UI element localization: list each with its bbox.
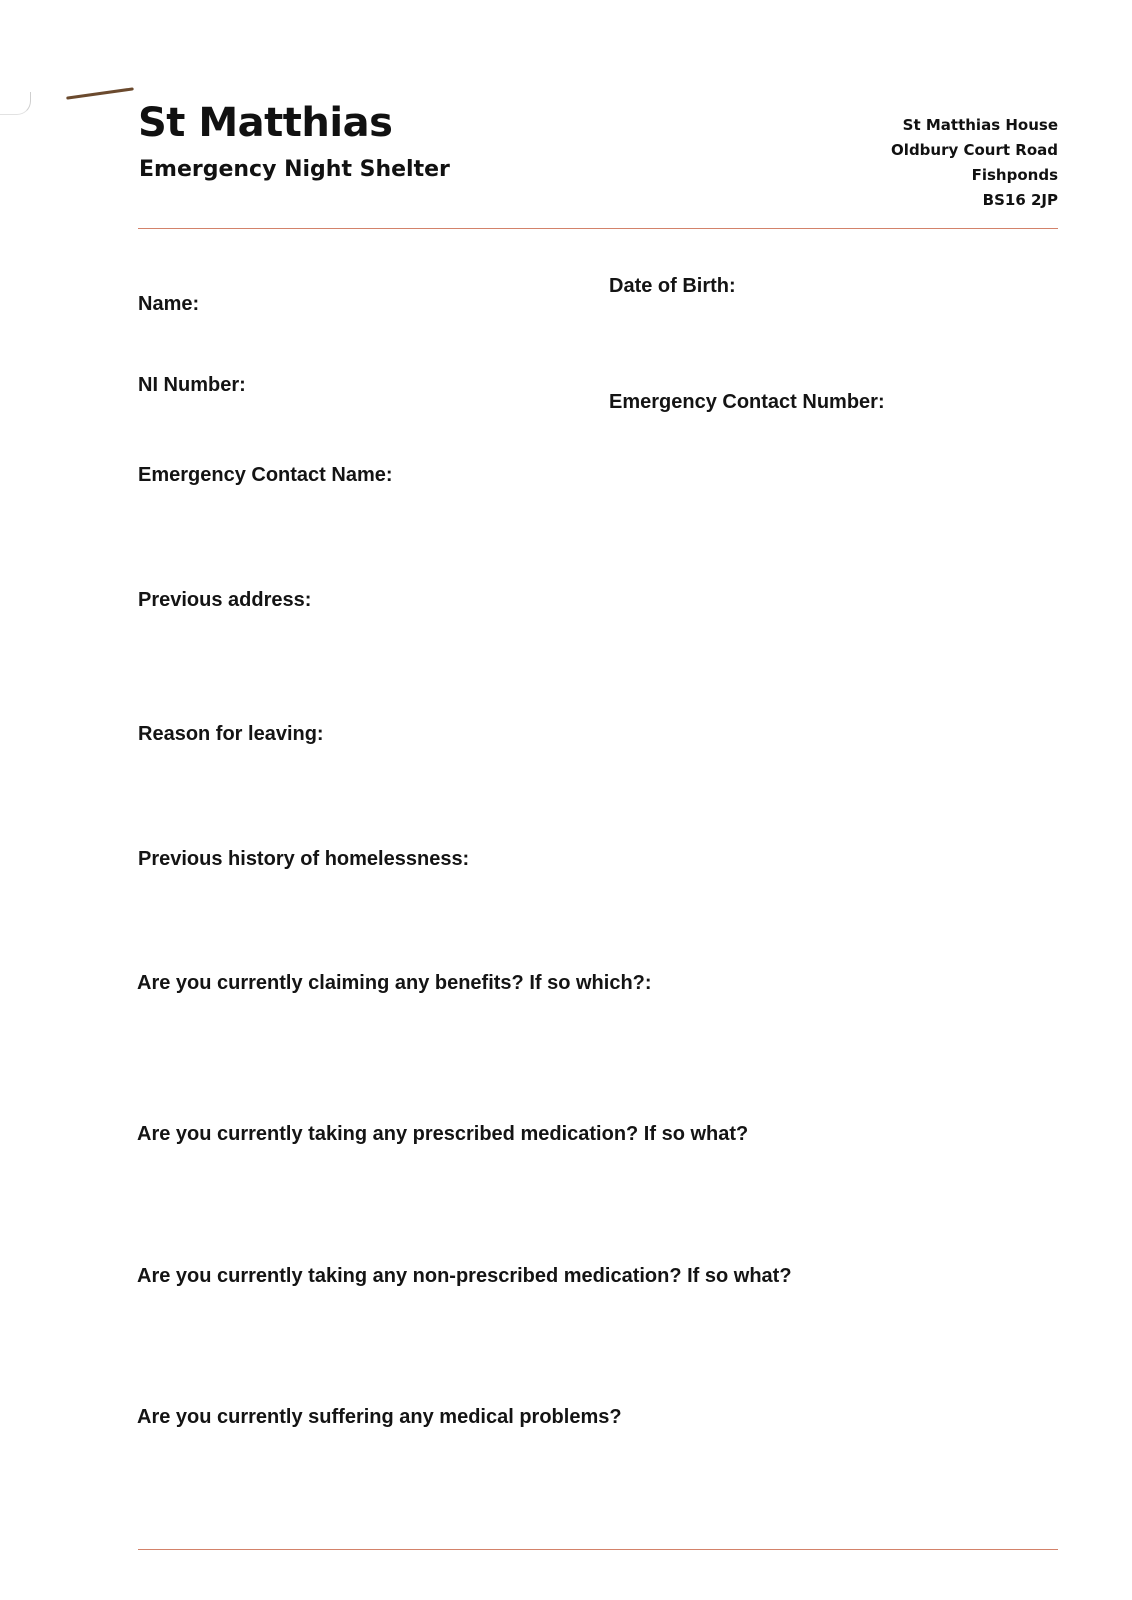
organization-subtitle: Emergency Night Shelter <box>139 157 450 182</box>
benefits-question: Are you currently claiming any benefits? If so which?: <box>137 972 652 994</box>
address-block <box>891 113 1058 213</box>
address-line: Oldbury Court Road <box>891 141 1058 159</box>
address-line: Fishponds <box>971 166 1058 184</box>
emergency-contact-number-label: Emergency Contact Number: <box>609 391 885 413</box>
previous-address-label: Previous address: <box>138 589 312 611</box>
ni-number-label: NI Number: <box>138 374 246 396</box>
name-label: Name: <box>138 293 200 315</box>
homelessness-history-label: Previous history of homelessness: <box>138 848 470 870</box>
organization-name: St Matthias <box>138 100 393 146</box>
prescribed-medication-question: Are you currently taking any prescribed medication? If so what? <box>137 1123 749 1145</box>
reason-for-leaving-label: Reason for leaving: <box>138 723 324 745</box>
medical-problems-question: Are you currently suffering any medical problems? <box>137 1406 622 1428</box>
date-of-birth-label: Date of Birth: <box>609 275 736 297</box>
emergency-contact-name-label: Emergency Contact Name: <box>138 464 393 486</box>
footer-divider <box>138 1549 1058 1550</box>
address-line: St Matthias House <box>902 116 1058 134</box>
pen-mark <box>66 87 134 99</box>
address-line: BS16 2JP <box>982 191 1058 209</box>
scan-fold-mark <box>0 92 31 115</box>
non-prescribed-medication-question: Are you currently taking any non-prescribed medication? If so what? <box>137 1265 792 1287</box>
header-divider <box>138 228 1058 229</box>
